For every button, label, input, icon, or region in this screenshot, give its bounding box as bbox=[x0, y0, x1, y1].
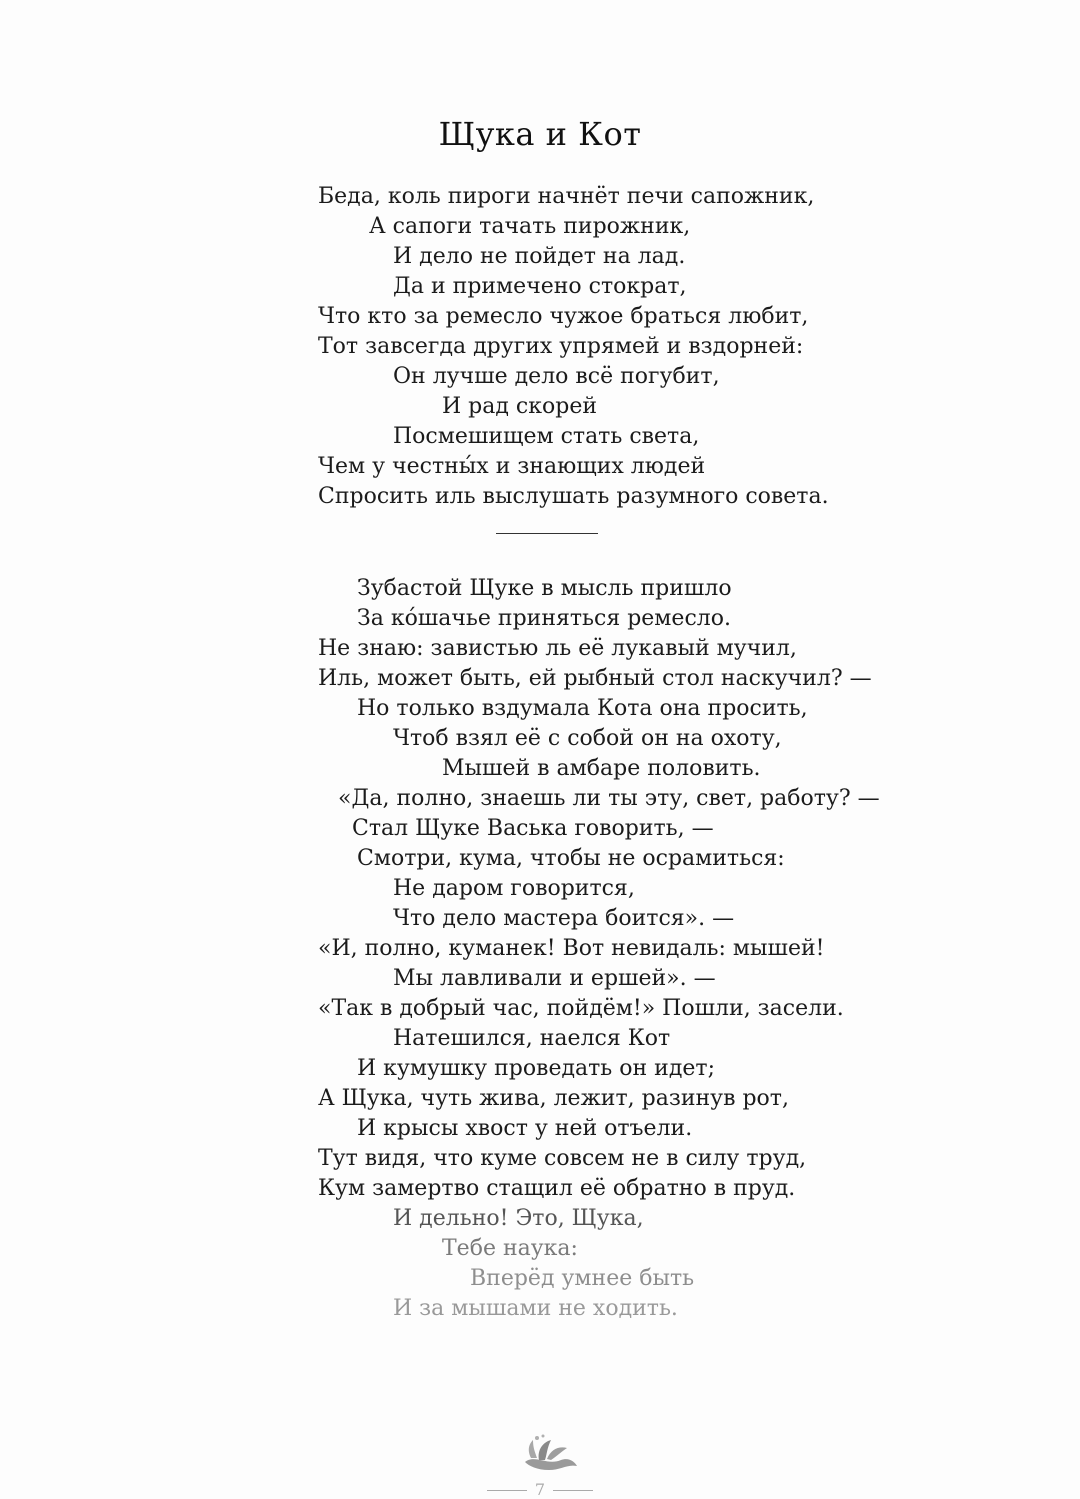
verse-line: Иль, может быть, ей рыбный стол наскучил? — bbox=[318, 666, 872, 691]
page-number bbox=[0, 1480, 1080, 1499]
section-divider bbox=[496, 533, 598, 534]
verse-line: Посмешищем стать света, bbox=[393, 424, 700, 449]
verse-line: И рад скорей bbox=[442, 394, 597, 419]
page-number-rule-right bbox=[553, 1490, 593, 1491]
page-number-rule-left bbox=[487, 1490, 527, 1491]
verse-line: Да и примечено стократ, bbox=[393, 274, 687, 299]
page-number-value: 7 bbox=[534, 1480, 546, 1499]
verse-line: «Так в добрый час, пойдём!» Пошли, засели. bbox=[318, 996, 844, 1021]
verse-line: И за мышами не ходить. bbox=[393, 1296, 678, 1321]
verse-line: Мы лавливали и ершей». — bbox=[393, 966, 716, 991]
page-title: Щука и Кот bbox=[438, 115, 642, 153]
verse-line: Тут видя, что куме совсем не в силу труд, bbox=[318, 1146, 807, 1171]
verse-line: Тебе наука: bbox=[442, 1236, 578, 1261]
verse-line: Кум замертво стащил её обратно в пруд. bbox=[318, 1176, 796, 1201]
verse-line: Что дело мастера боится». — bbox=[393, 906, 735, 931]
verse-line: И крысы хвост у ней отъели. bbox=[357, 1116, 693, 1141]
verse-line: Вперёд умнее быть bbox=[470, 1266, 695, 1291]
verse-line: И дельно! Это, Щука, bbox=[393, 1206, 644, 1231]
verse-line: Смотри, кума, чтобы не осрамиться: bbox=[357, 846, 785, 871]
verse-line: И дело не пойдет на лад. bbox=[393, 244, 686, 269]
verse-line: Тот завсегда других упрямей и вздорней: bbox=[318, 334, 804, 359]
verse-line: «И, полно, куманек! Вот невидаль: мышей! bbox=[318, 936, 825, 961]
verse-line: Мышей в амбаре половить. bbox=[442, 756, 761, 781]
verse-line: Зубастой Щуке в мысль пришло bbox=[357, 576, 732, 601]
verse-line: Не даром говорится, bbox=[393, 876, 635, 901]
verse-line: Он лучше дело всё погубит, bbox=[393, 364, 720, 389]
verse-line: За ко́шачье приняться ремесло. bbox=[357, 606, 731, 631]
verse-line: Натешился, наелся Кот bbox=[393, 1026, 671, 1051]
verse-line: Спросить иль выслушать разумного совета. bbox=[318, 484, 829, 509]
verse-line: Не знаю: завистью ль её лукавый мучил, bbox=[318, 636, 797, 661]
verse-line: Беда, коль пироги начнёт печи сапожник, bbox=[318, 184, 815, 209]
verse-line: И кумушку проведать он идет; bbox=[357, 1056, 715, 1081]
verse-line: Чтоб взял её с собой он на охоту, bbox=[393, 726, 782, 751]
floral-ornament-icon bbox=[517, 1432, 583, 1474]
verse-line: Стал Щуке Васька говорить, — bbox=[352, 816, 714, 841]
verse-line: Что кто за ремесло чужое браться любит, bbox=[318, 304, 809, 329]
verse-line: Чем у честны́х и знающих людей bbox=[318, 454, 706, 479]
verse-line: А Щука, чуть жива, лежит, разинув рот, bbox=[318, 1086, 789, 1111]
verse-line: «Да, полно, знаешь ли ты эту, свет, работу? — bbox=[338, 786, 880, 811]
verse-line: Но только вздумала Кота она просить, bbox=[357, 696, 808, 721]
verse-line: А сапоги тачать пирожник, bbox=[369, 214, 691, 239]
